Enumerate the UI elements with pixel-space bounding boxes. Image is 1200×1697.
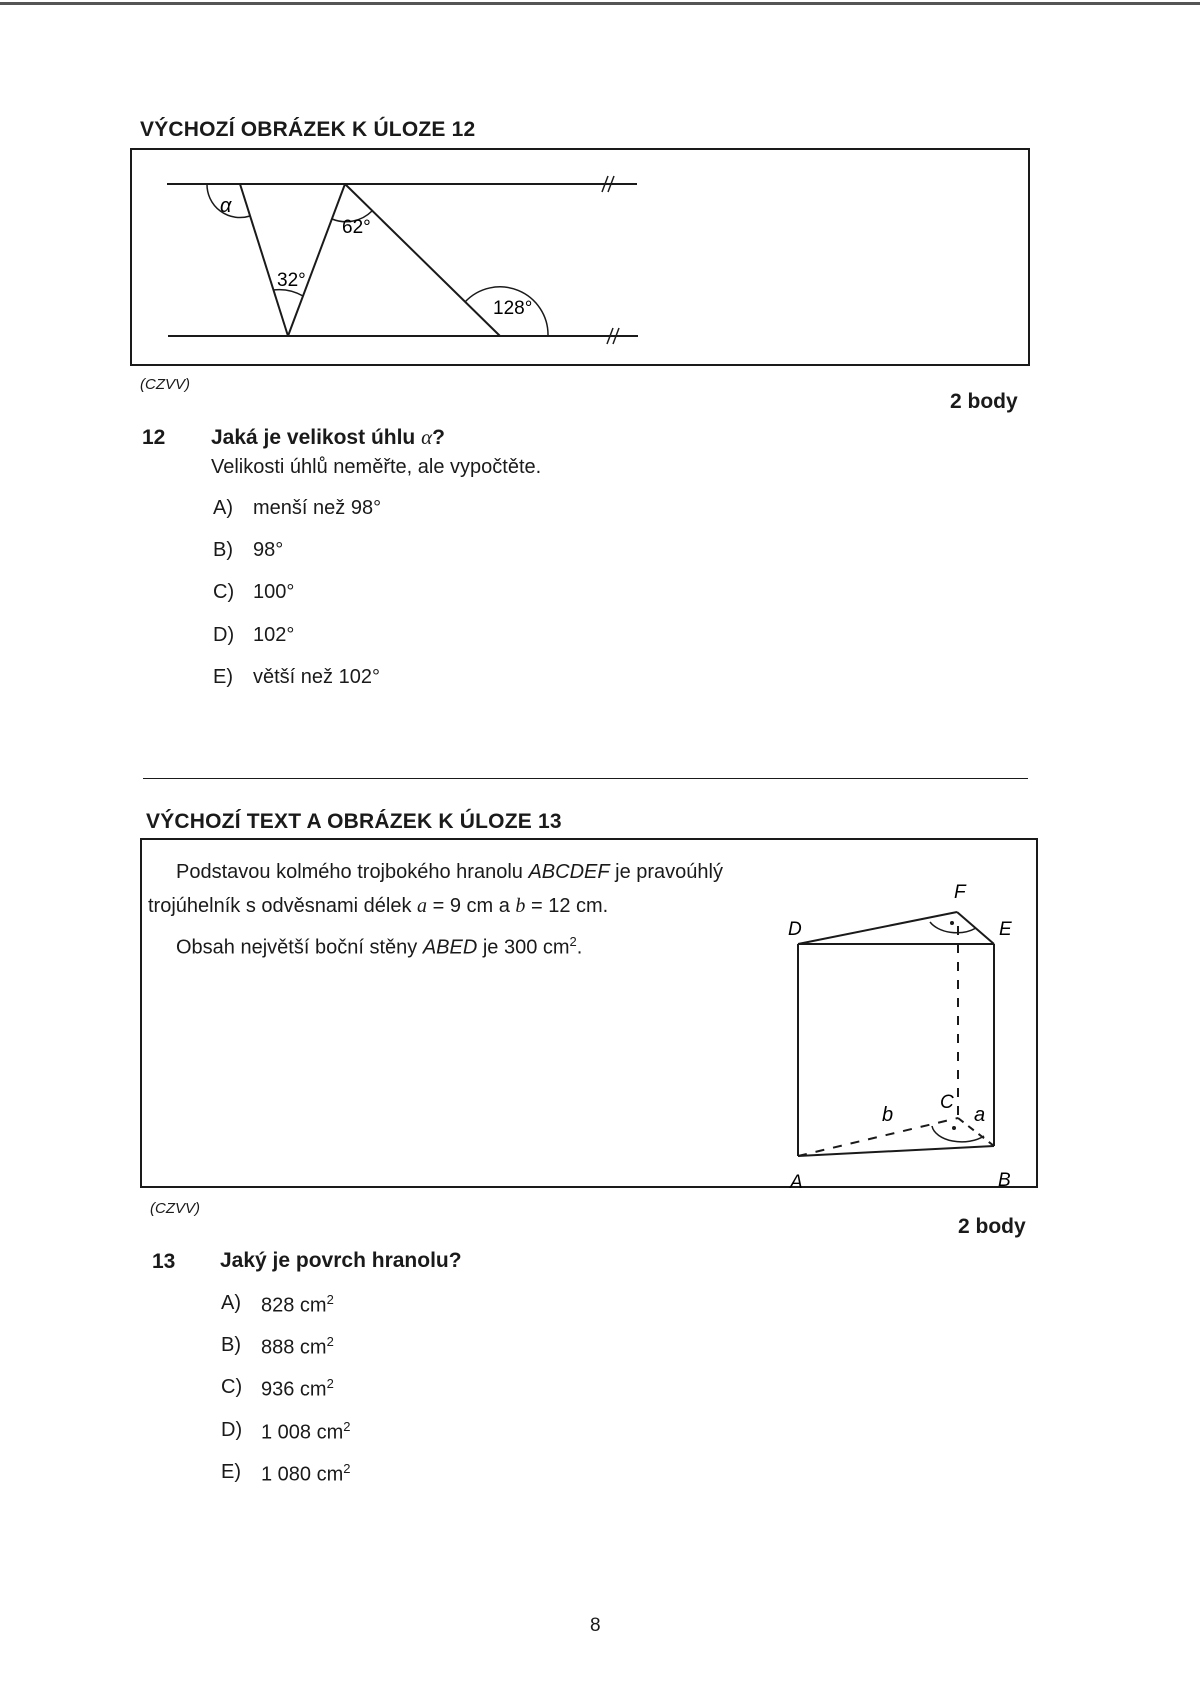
option-letter: D) (221, 1419, 243, 1441)
option-text: větší než 102° (253, 666, 380, 688)
angle-62-label: 62° (342, 217, 371, 238)
var-b: b (515, 895, 526, 917)
label-F: F (954, 882, 966, 903)
scan-top-edge (0, 2, 1200, 5)
superscript: 2 (326, 1334, 334, 1349)
superscript: 2 (343, 1419, 351, 1434)
task13-text-line3 (176, 924, 582, 966)
prism-name: ABCDEF (528, 861, 610, 883)
task12-heading: VÝCHOZÍ OBRÁZEK K ÚLOZE 12 (140, 118, 476, 141)
option-value-text: 1 008 cm (261, 1421, 344, 1444)
edge-AC-hidden (798, 1118, 958, 1156)
text-fragment: Obsah největší boční stěny (176, 936, 423, 959)
option-text: 98° (253, 539, 284, 561)
alpha-label: α (220, 195, 232, 217)
task12-number: 12 (142, 426, 166, 449)
transversal-3 (345, 184, 500, 336)
option-text: 100° (253, 581, 295, 603)
task12-figure-frame (130, 148, 1030, 366)
var-a: a (417, 895, 428, 917)
option-letter: A) (221, 1292, 241, 1314)
option-value (261, 1419, 351, 1445)
option-letter: E) (221, 1461, 241, 1483)
text-fragment: je 300 cm (477, 936, 570, 959)
label-E: E (999, 919, 1012, 940)
task12-question (211, 425, 445, 450)
right-angle-arc-bottom (932, 1126, 984, 1142)
text-fragment: trojúhelník s odvěsnami délek (148, 895, 418, 917)
right-angle-dot (952, 1126, 956, 1130)
task12-points: 2 body (950, 390, 1018, 413)
task13-heading: VÝCHOZÍ TEXT A OBRÁZEK K ÚLOZE 13 (146, 810, 562, 833)
label-D: D (788, 919, 802, 940)
option-value-text: 936 cm (261, 1378, 327, 1401)
task13-option-b[interactable] (221, 1334, 334, 1360)
task12-instruction: Velikosti úhlů neměřte, ale vypočtěte. (211, 456, 542, 478)
option-letter: A) (213, 497, 233, 519)
task13-points: 2 body (958, 1215, 1026, 1238)
superscript: 2 (569, 934, 577, 949)
task13-question: Jaký je povrch hranolu? (220, 1249, 462, 1272)
option-letter: C) (213, 581, 235, 603)
label-B: B (998, 1170, 1011, 1191)
option-letter: B) (221, 1334, 241, 1356)
edge-AB (798, 1146, 994, 1156)
option-letter: C) (221, 1376, 243, 1398)
label-a: a (974, 1104, 986, 1126)
right-angle-dot (950, 921, 954, 925)
option-value-text: 888 cm (261, 1336, 327, 1359)
task12-question-var: α (421, 425, 433, 449)
angle-128-label: 128° (493, 298, 533, 319)
text-fragment: je pravoúhlý (609, 861, 723, 883)
parallel-lines-triangles-diagram (132, 150, 1028, 364)
text-fragment: = 12 cm. (525, 895, 609, 917)
edge-DF (798, 912, 957, 944)
label-A: A (790, 1172, 803, 1193)
transversal-1 (240, 184, 288, 336)
task13-source: (CZVV) (150, 1200, 200, 1217)
task12-option-a[interactable] (213, 497, 381, 520)
option-letter: B) (213, 539, 233, 561)
option-value (261, 1376, 334, 1402)
task13-option-d[interactable] (221, 1419, 351, 1445)
label-C: C (940, 1092, 954, 1113)
text-fragment: = 9 cm a (427, 895, 516, 917)
option-text: 102° (253, 624, 295, 646)
task12-question-suffix: ? (432, 426, 445, 449)
task13-option-c[interactable] (221, 1376, 334, 1402)
task12-source: (CZVV) (140, 376, 190, 393)
option-letter: E) (213, 666, 233, 688)
task12-option-b[interactable] (213, 539, 283, 562)
page-number: 8 (590, 1615, 601, 1636)
superscript: 2 (326, 1376, 334, 1391)
option-value-text: 828 cm (261, 1294, 327, 1317)
option-value-text: 1 080 cm (261, 1463, 344, 1486)
option-value (261, 1461, 351, 1487)
task13-text-line1 (176, 854, 723, 890)
transversal-2 (288, 184, 345, 336)
task13-text-line2 (148, 888, 608, 924)
task12-option-d[interactable] (213, 624, 294, 647)
triangular-prism-diagram (762, 856, 1032, 1193)
text-fragment: Podstavou kolmého trojbokého hranolu (176, 861, 529, 883)
option-letter: D) (213, 624, 235, 646)
face-name: ABED (422, 936, 478, 959)
task12-option-e[interactable] (213, 666, 380, 689)
option-value (261, 1292, 334, 1318)
task13-option-e[interactable] (221, 1461, 351, 1487)
section-divider (143, 778, 1028, 779)
text-fragment: . (576, 936, 583, 959)
option-value (261, 1334, 334, 1360)
superscript: 2 (343, 1461, 351, 1476)
label-b: b (882, 1104, 894, 1126)
task13-option-a[interactable] (221, 1292, 334, 1318)
task13-figure-frame (140, 838, 1038, 1193)
angle-32-label: 32° (277, 270, 306, 291)
superscript: 2 (326, 1292, 334, 1307)
option-text: menší než 98° (253, 497, 382, 519)
task13-number: 13 (152, 1250, 176, 1273)
task12-option-c[interactable] (213, 581, 294, 604)
task12-question-prefix: Jaká je velikost úhlu (211, 426, 422, 449)
